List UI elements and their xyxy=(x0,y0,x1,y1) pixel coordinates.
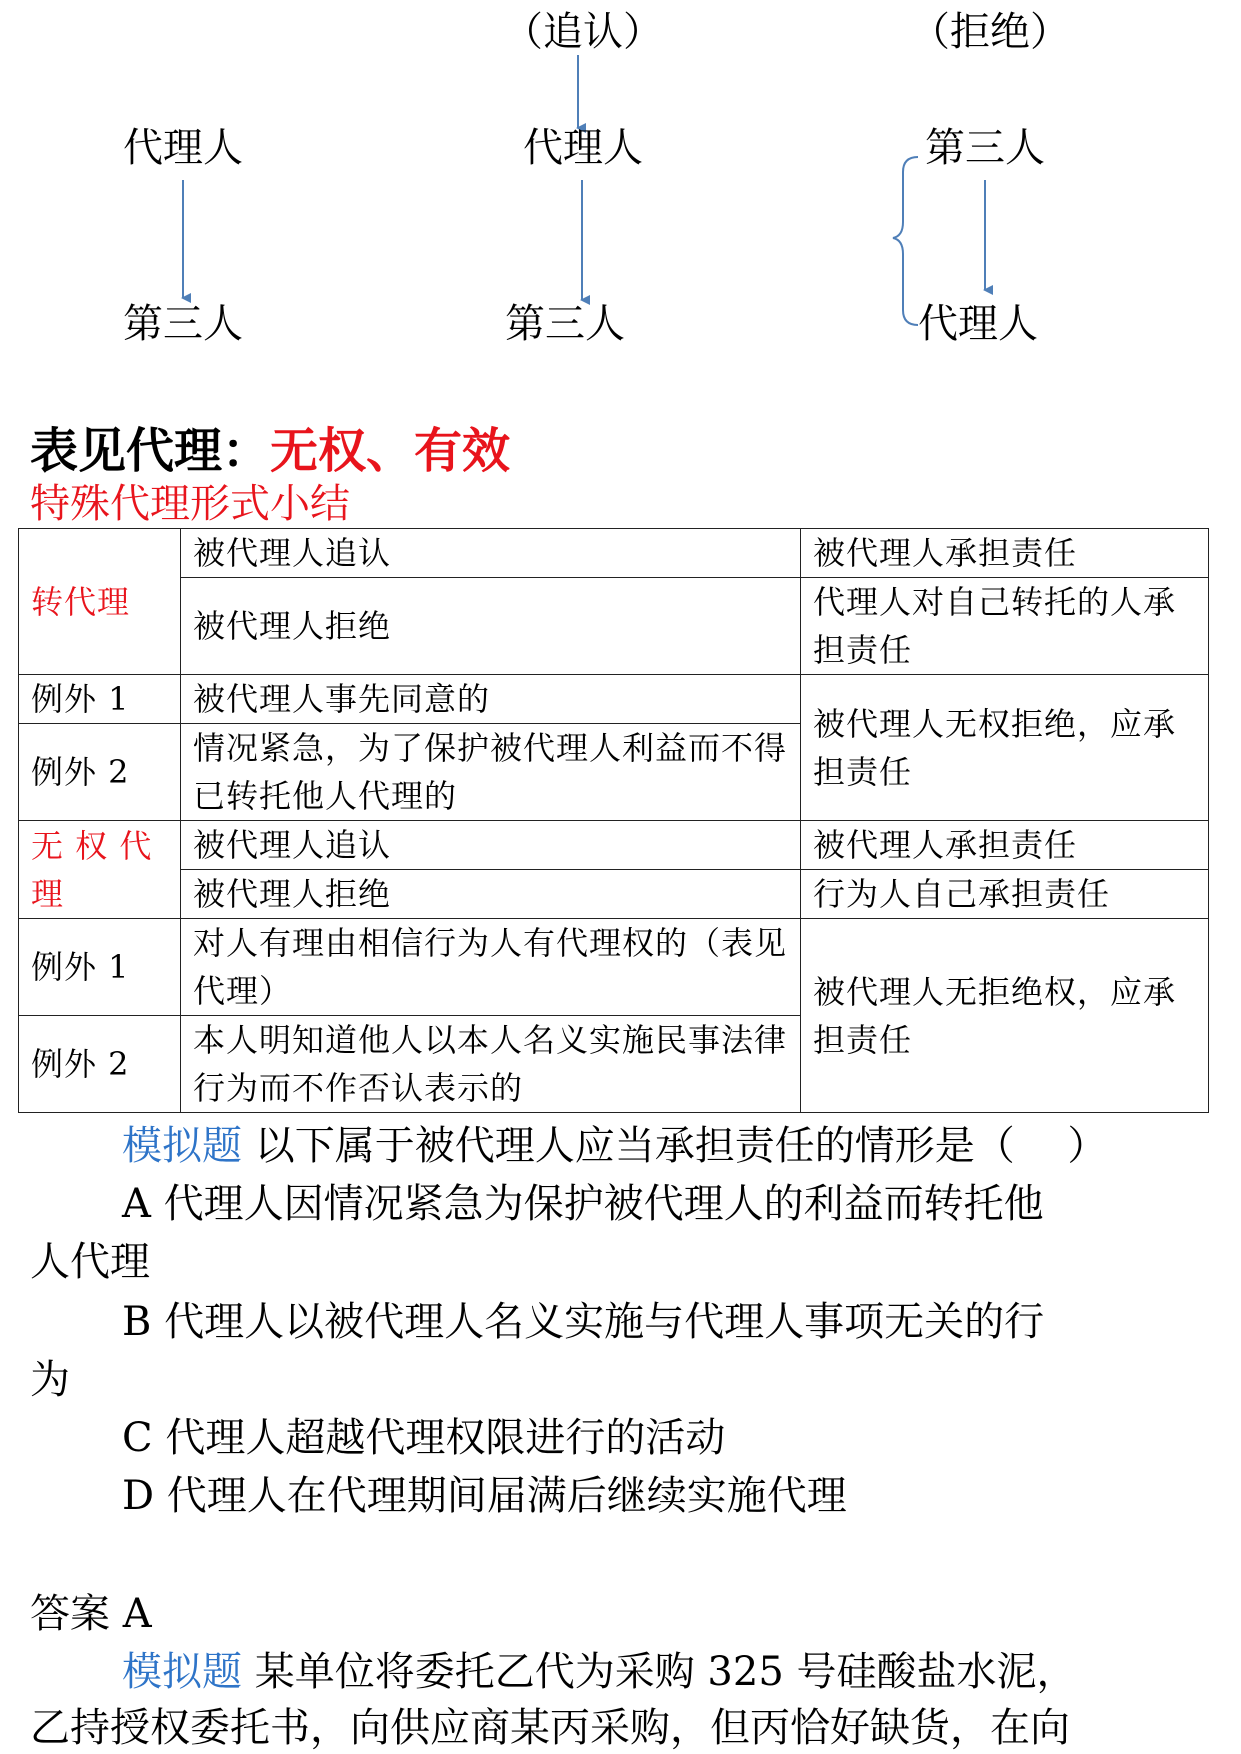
q1-option-c: C 代理人超越代理权限进行的活动 xyxy=(122,1415,726,1461)
q2-text-1: 某单位将委托乙代为采购 325 号硅酸盐水泥， xyxy=(254,1649,1077,1695)
table-row xyxy=(19,675,1209,724)
apparent-agency-heading xyxy=(30,412,510,481)
col3-above: （拒绝） xyxy=(910,9,1070,55)
q1-answer: 答案 A xyxy=(30,1591,152,1637)
table-row xyxy=(19,578,1209,675)
col2-above: （追认） xyxy=(503,9,663,55)
type-cell: 例外 1 xyxy=(19,675,181,724)
table-row xyxy=(19,919,1209,1016)
result-cell: 代理人对自己转托的人承担责任 xyxy=(801,578,1209,675)
condition-cell: 被代理人追认 xyxy=(181,529,801,578)
condition-cell: 被代理人事先同意的 xyxy=(181,675,801,724)
table-row xyxy=(19,529,1209,578)
condition-cell: 本人明知道他人以本人名义实施民事法律行为而不作否认表示的 xyxy=(181,1016,801,1113)
q1-option-a-line1: A 代理人因情况紧急为保护被代理人的利益而转托他 xyxy=(122,1181,1044,1227)
col1-top: 代理人 xyxy=(123,125,243,171)
q2-line1 xyxy=(122,1649,1077,1695)
heading-black: 表见代理： xyxy=(30,423,271,479)
brace-icon xyxy=(893,157,918,325)
condition-cell: 被代理人拒绝 xyxy=(181,578,801,675)
q2-tag: 模拟题 xyxy=(122,1649,242,1695)
table-row xyxy=(19,870,1209,919)
result-cell: 被代理人无权拒绝，应承担责任 xyxy=(801,675,1209,821)
type-cell: 无 权 代 理 xyxy=(19,821,181,919)
q2-line2: 乙持授权委托书，向供应商某丙采购，但丙恰好缺货，在向 xyxy=(30,1705,1070,1751)
q1-option-a-line2: 人代理 xyxy=(30,1239,150,1285)
q1-option-b-line1: B 代理人以被代理人名义实施与代理人事项无关的行 xyxy=(122,1299,1045,1345)
q1-tag: 模拟题 xyxy=(122,1123,242,1169)
condition-cell: 被代理人拒绝 xyxy=(181,870,801,919)
q1-stem: 以下属于被代理人应当承担责任的情形是（ ） xyxy=(254,1123,1108,1169)
result-cell: 被代理人无拒绝权，应承担责任 xyxy=(801,919,1209,1113)
type-cell: 例外 2 xyxy=(19,1016,181,1113)
result-cell: 行为人自己承担责任 xyxy=(801,870,1209,919)
type-cell: 转代理 xyxy=(19,529,181,675)
col3-bottom: 代理人 xyxy=(918,301,1038,347)
result-cell: 被代理人承担责任 xyxy=(801,821,1209,870)
summary-heading: 特殊代理形式小结 xyxy=(30,481,350,527)
condition-cell: 被代理人追认 xyxy=(181,821,801,870)
heading-red: 无权、有效 xyxy=(270,423,511,479)
col3-top: 第三人 xyxy=(925,125,1045,171)
type-cell: 例外 2 xyxy=(19,724,181,821)
special-agency-table xyxy=(18,528,1209,1113)
type-cell: 例外 1 xyxy=(19,919,181,1016)
result-cell: 被代理人承担责任 xyxy=(801,529,1209,578)
table-row xyxy=(19,821,1209,870)
q1-option-b-line2: 为 xyxy=(30,1357,70,1403)
col1-bottom: 第三人 xyxy=(123,301,243,347)
condition-cell: 对人有理由相信行为人有代理权的（表见代理） xyxy=(181,919,801,1016)
q1-option-d: D 代理人在代理期间届满后继续实施代理 xyxy=(122,1473,847,1519)
col2-top: 代理人 xyxy=(523,125,643,171)
agency-diagram xyxy=(0,0,1241,380)
q1-stem-line xyxy=(122,1123,1108,1169)
col2-bottom: 第三人 xyxy=(505,301,625,347)
condition-cell: 情况紧急，为了保护被代理人利益而不得已转托他人代理的 xyxy=(181,724,801,821)
